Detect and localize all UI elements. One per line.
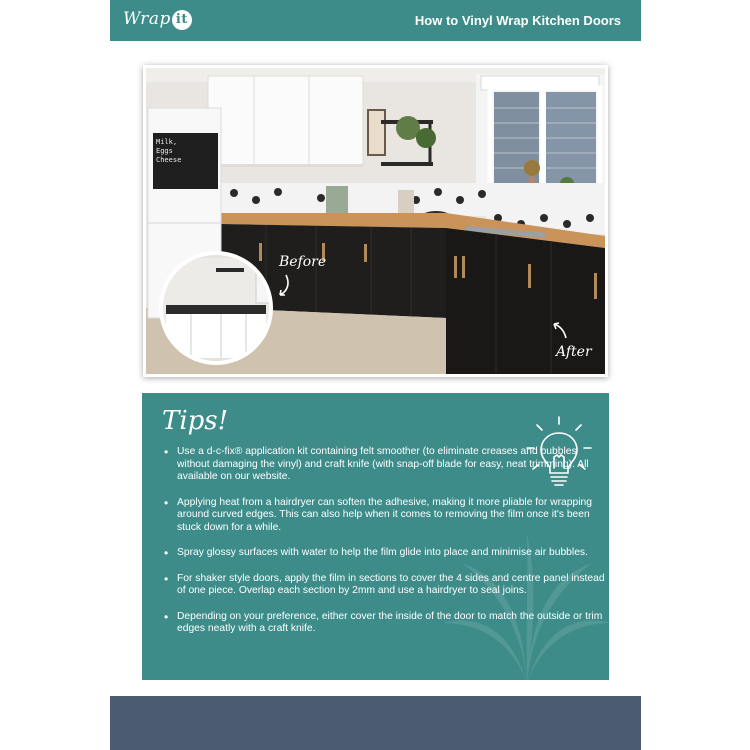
tip-item: • Applying heat from a hairdryer can soften the adhesive, making it more pliable for wrapping around curved edges. This can also help when it comes to removing the film once it's been stuck down for a while. (177, 497, 607, 535)
before-label: Before (279, 254, 327, 270)
tip-item: • Spray glossy surfaces with water to help the film glide into place and minimise air bubbles. (177, 547, 607, 560)
after-arrow-icon (552, 320, 568, 340)
before-arrow-icon (276, 273, 292, 299)
after-label: After (556, 344, 592, 360)
brand-logo[interactable] (123, 9, 192, 30)
logo-text: Wrap (123, 9, 171, 29)
kitchen-illustration (146, 68, 605, 374)
kitchen-photo (146, 68, 605, 374)
kitchen-photo-frame (143, 65, 608, 377)
chalkboard-line: Cheese (156, 156, 182, 164)
tips-title: Tips! (162, 406, 229, 436)
tip-item: • Depending on your preference, either cover the inside of the door to match the outside or trim edges neatly with a craft knife. (177, 611, 607, 636)
chalkboard-note (156, 138, 216, 165)
chalkboard-line: Eggs (156, 147, 173, 155)
tip-item: • For shaker style doors, apply the film in sections to cover the 4 sides and centre panel instead of one piece. Overlap each section by 2mm and use a hairdryer to seal joins. (177, 573, 607, 598)
chalkboard-line: Milk, (156, 138, 178, 146)
tips-list (163, 446, 607, 649)
tips-panel (142, 393, 609, 680)
page-title: How to Vinyl Wrap Kitchen Doors (414, 13, 621, 28)
tip-item: • Use a d-c-fix® application kit containing felt smoother (to eliminate creases and bubbles without damaging the vinyl) and craft knife (with snap-off blade for easy, neat trimming). All available on our website. (177, 446, 607, 484)
logo-badge: it (172, 10, 192, 30)
footer-bar (110, 696, 641, 750)
header-bar (110, 0, 641, 41)
